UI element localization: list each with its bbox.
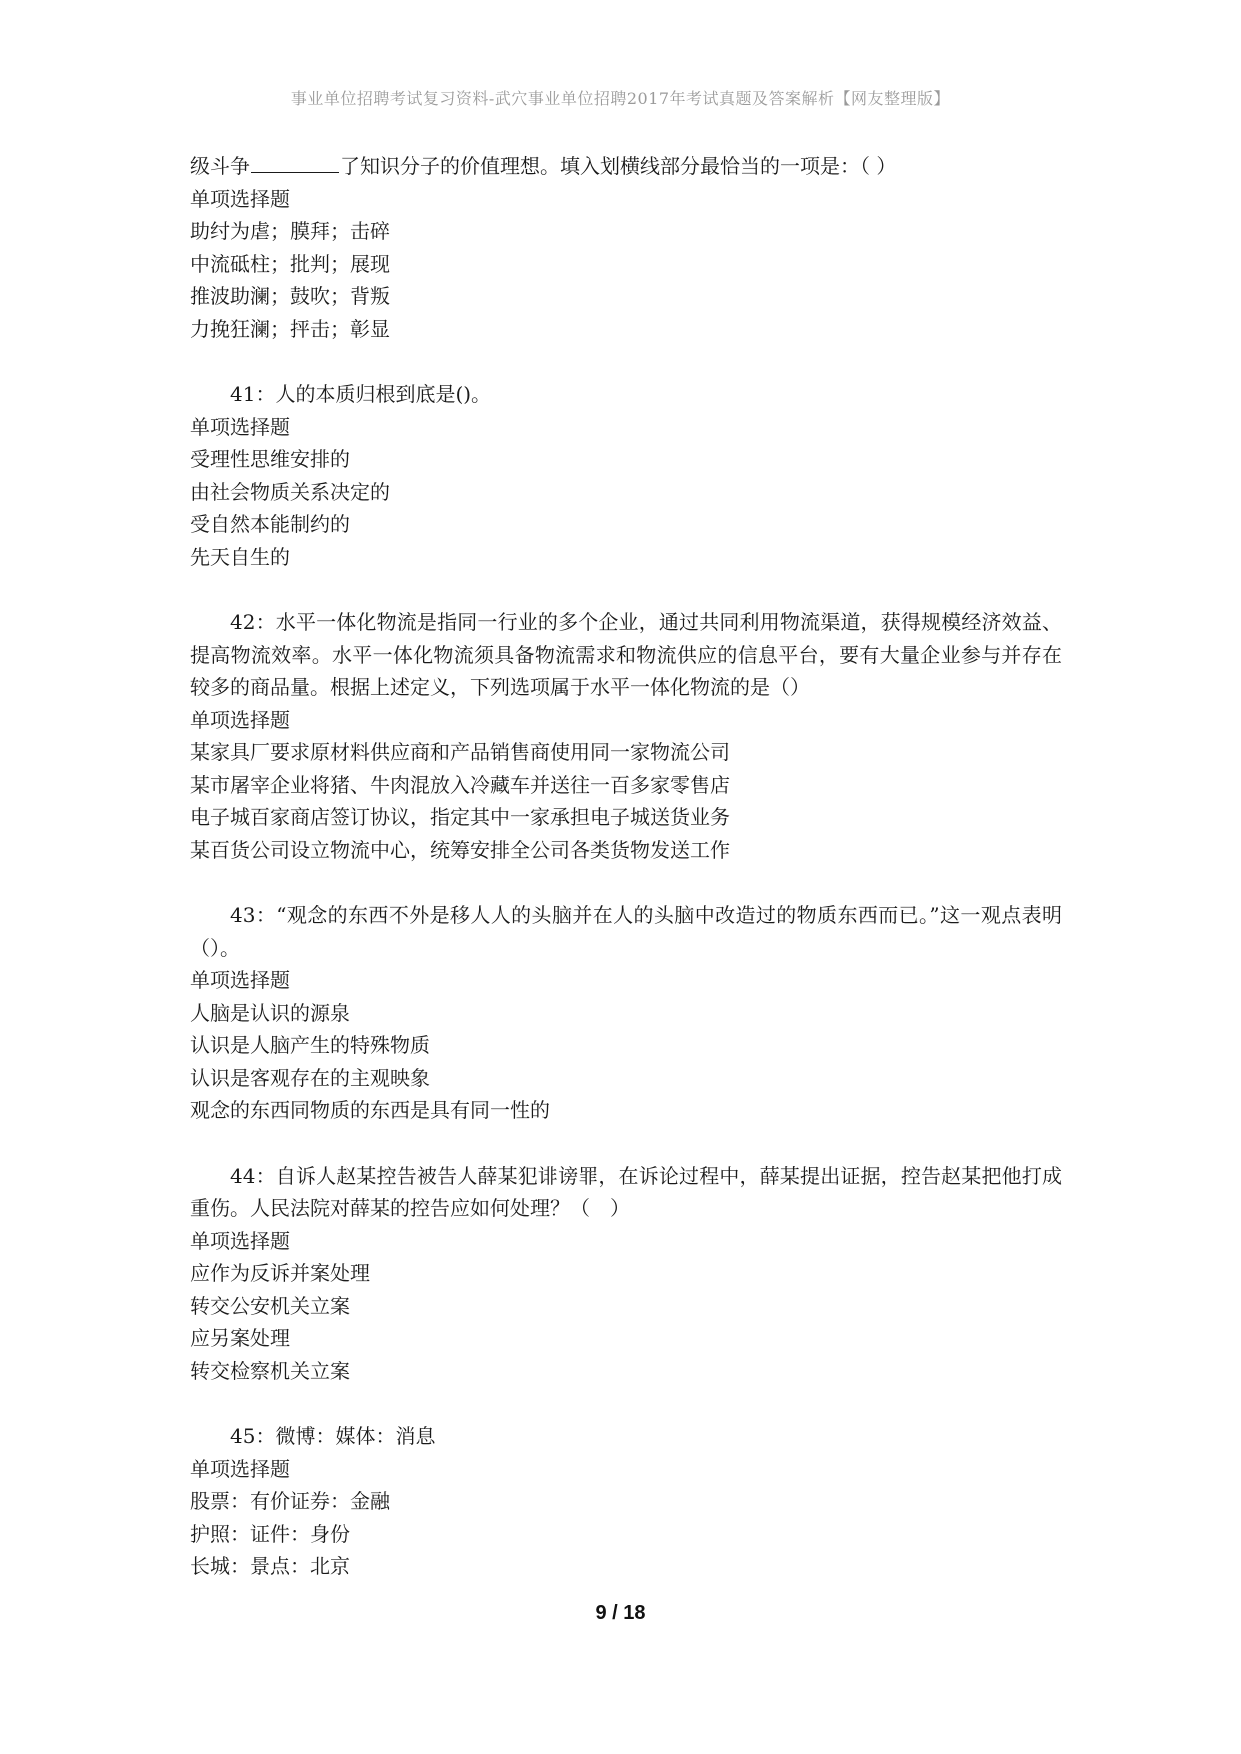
question-44 [190, 1160, 1062, 1388]
question-40 [190, 150, 1062, 345]
option: 护照：证件：身份 [190, 1521, 350, 1546]
option: 观念的东西同物质的东西是具有同一性的 [190, 1098, 550, 1122]
option: 受理性思维安排的 [190, 447, 350, 471]
question-stem: 44：自诉人赵某控告被告人薛某犯诽谤罪，在诉论过程中，薛某提出证据，控告赵某把他打成重伤。人民法院对薛某的控告应如何处理？（ ） [190, 1163, 1062, 1220]
option: 应另案处理 [190, 1326, 290, 1350]
option: 力挽狂澜；抨击；彰显 [190, 316, 390, 341]
document-body [190, 150, 1062, 1583]
page-number: 9 / 18 [595, 1602, 646, 1624]
option: 先天自生的 [190, 544, 290, 569]
option: 人脑是认识的源泉 [190, 1000, 350, 1025]
question-stem [190, 150, 1062, 183]
question-43 [190, 899, 1062, 1127]
stem-text-before: 级斗争 [190, 154, 250, 178]
option: 助纣为虐；膜拜；击碎 [190, 219, 390, 243]
option: 某市屠宰企业将猪、牛肉混放入冷藏车并送往一百多家零售店 [190, 772, 730, 797]
option: 某家具厂要求原材料供应商和产品销售商使用同一家物流公司 [190, 740, 730, 764]
question-stem: 42：水平一体化物流是指同一行业的多个企业，通过共同利用物流渠道，获得规模经济效益、提高物流效率。水平一体化物流须具备物流需求和物流供应的信息平台，要有大量企业参与并存在较多的商品量。根据上述定义，下列选项属于水平一体化物流的是（） [190, 610, 1062, 699]
question-type: 单项选择题 [190, 1456, 290, 1481]
option: 由社会物质关系决定的 [190, 479, 390, 504]
question-45 [190, 1420, 1062, 1583]
question-stem: 45：微博：媒体：消息 [230, 1424, 436, 1448]
option: 电子城百家商店签订协议，指定其中一家承担电子城送货业务 [190, 805, 730, 829]
question-type: 单项选择题 [190, 1228, 290, 1253]
page-header: 事业单位招聘考试复习资料-武穴事业单位招聘2017年考试真题及答案解析【网友整理版】 [290, 89, 951, 108]
option: 推波助澜；鼓吹；背叛 [190, 284, 390, 308]
question-stem: 43：“观念的东西不外是移人人的头脑并在人的头脑中改造过的物质东西而已。”这一观点表明（）。 [190, 903, 1062, 960]
option: 转交公安机关立案 [190, 1293, 350, 1318]
question-41 [190, 378, 1062, 573]
question-type: 单项选择题 [190, 707, 290, 732]
question-42 [190, 606, 1062, 866]
option: 中流砥柱；批判；展现 [190, 251, 390, 276]
question-stem: 41：人的本质归根到底是()。 [230, 382, 492, 406]
question-type: 单项选择题 [190, 968, 290, 992]
option: 受自然本能制约的 [190, 512, 350, 536]
question-type: 单项选择题 [190, 186, 290, 211]
stem-text-after: 了知识分子的价值理想。填入划横线部分最恰当的一项是：（ ） [340, 154, 897, 178]
option: 长城：景点：北京 [190, 1554, 350, 1578]
option: 认识是人脑产生的特殊物质 [190, 1033, 430, 1057]
answer-blank [251, 150, 339, 173]
option: 认识是客观存在的主观映象 [190, 1065, 430, 1090]
option: 股票：有价证券：金融 [190, 1489, 390, 1513]
option: 某百货公司设立物流中心，统筹安排全公司各类货物发送工作 [190, 837, 730, 862]
question-type: 单项选择题 [190, 414, 290, 439]
option: 转交检察机关立案 [190, 1358, 350, 1383]
option: 应作为反诉并案处理 [190, 1261, 370, 1285]
